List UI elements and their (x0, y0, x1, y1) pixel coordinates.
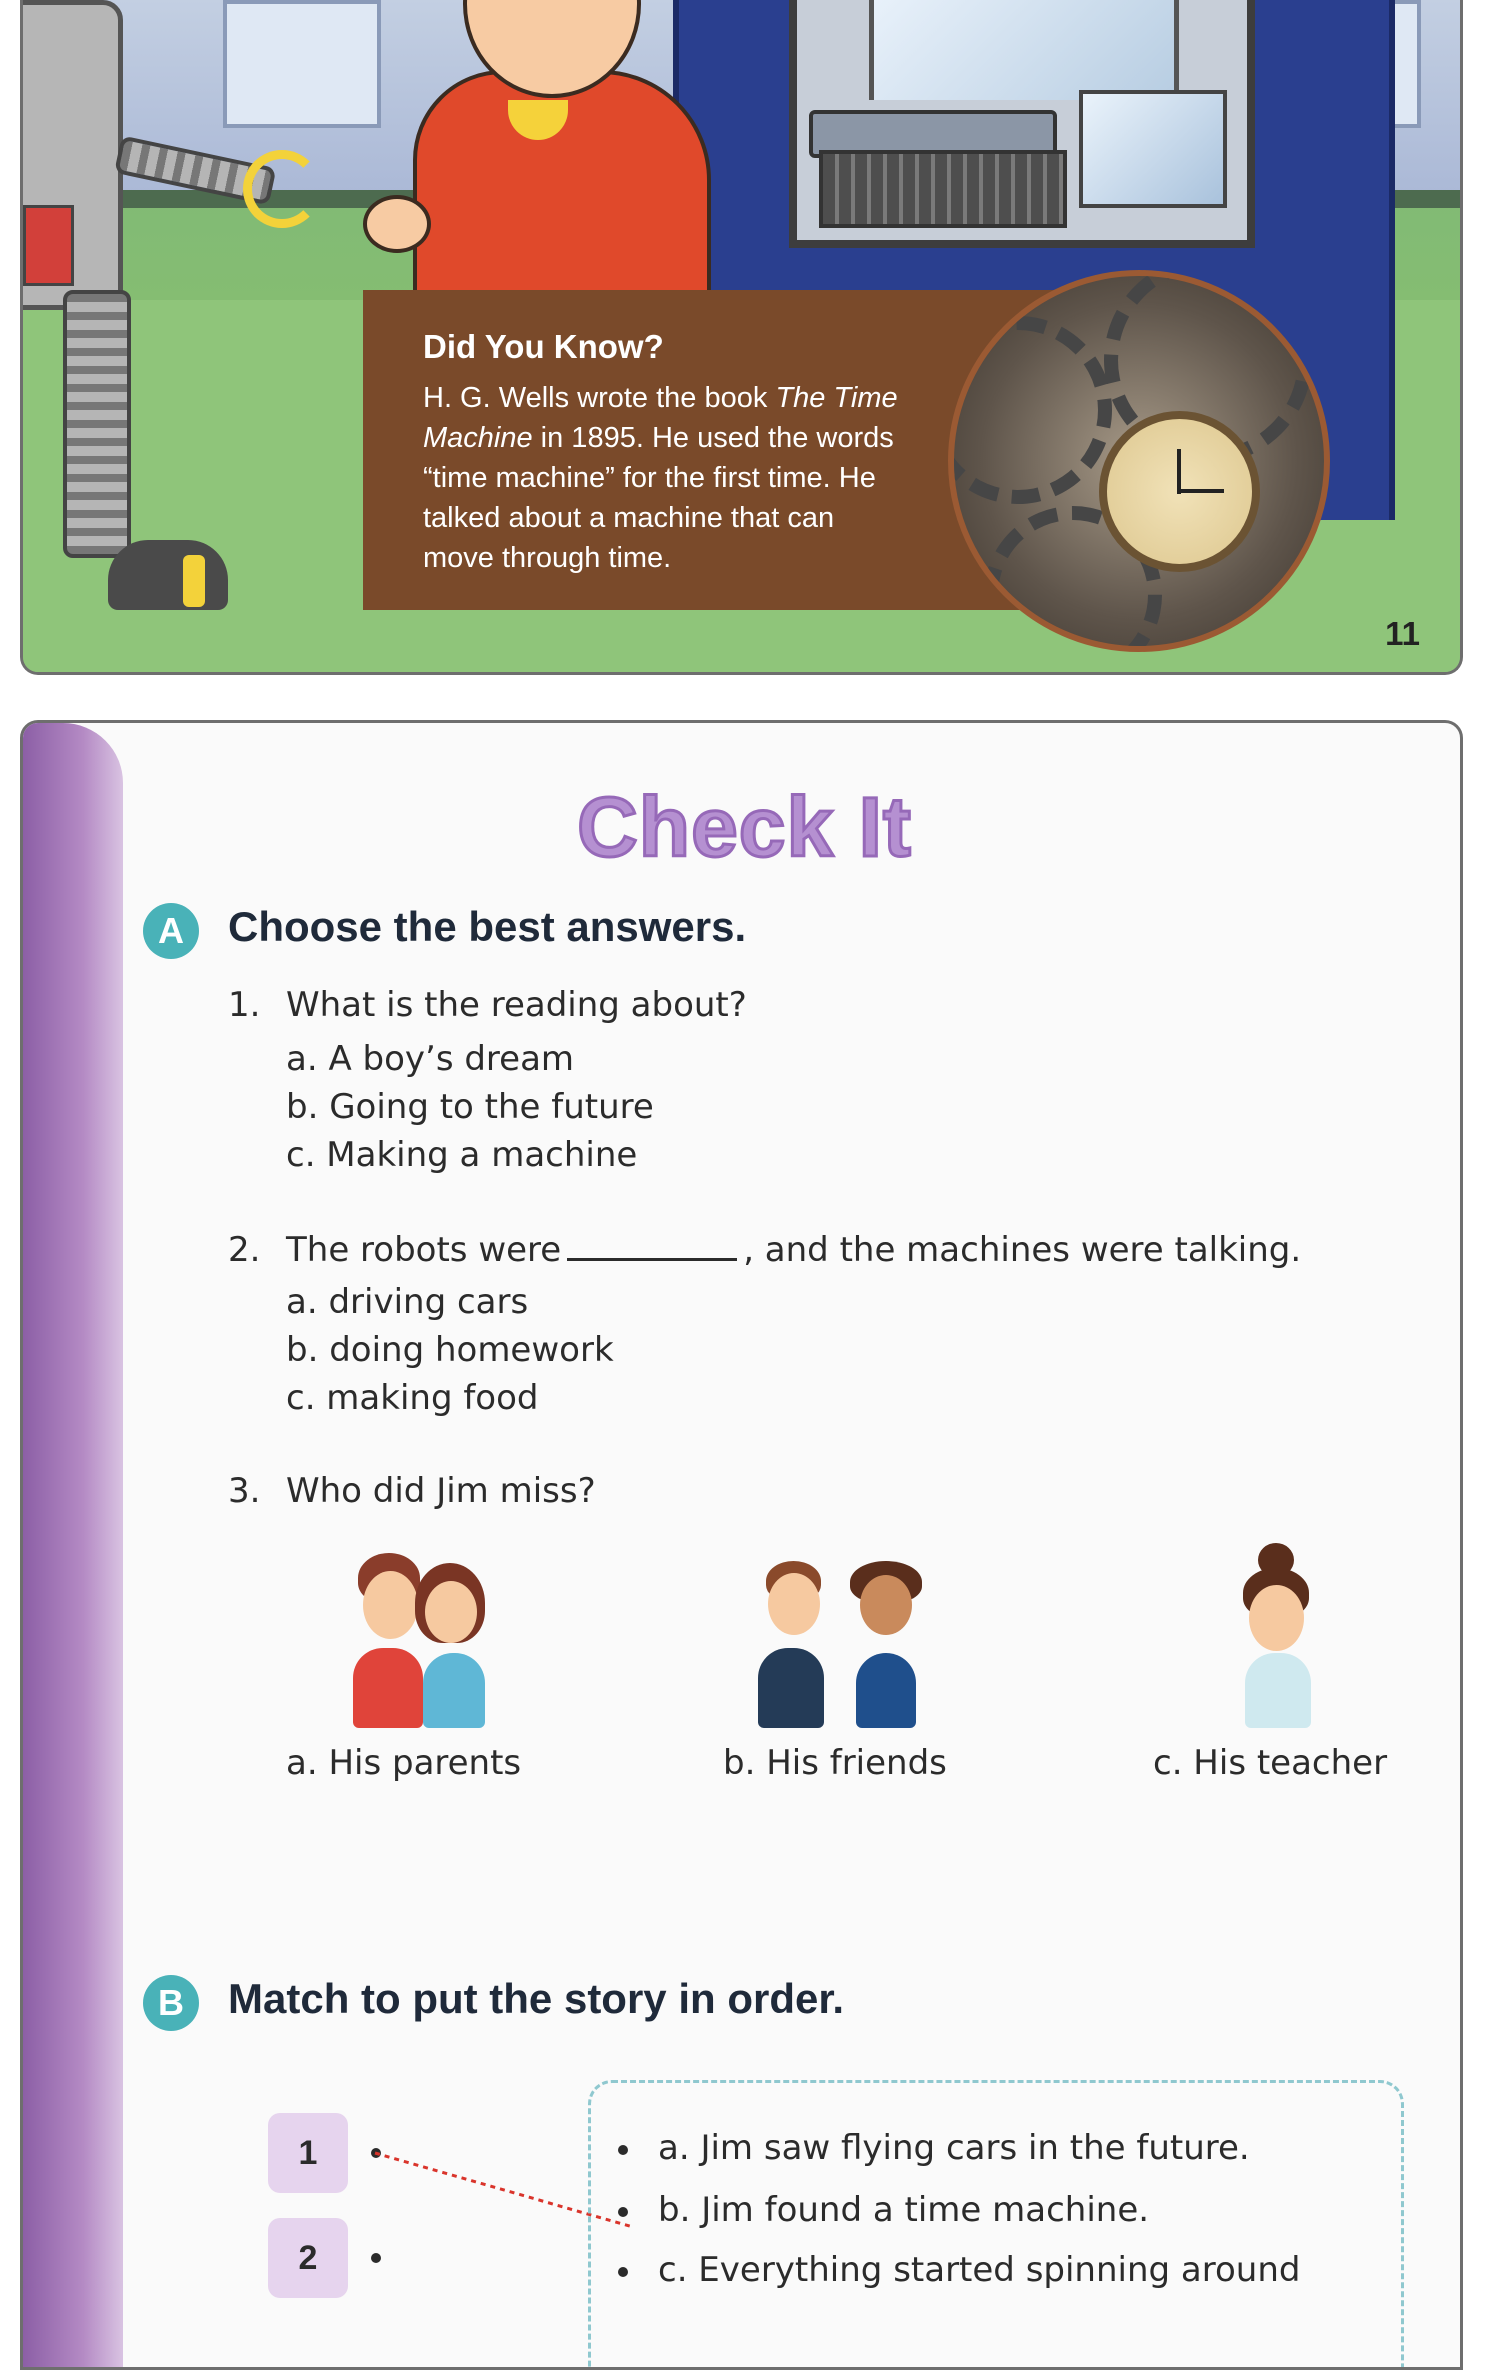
picture-option-label[interactable]: b. His friends (723, 1743, 947, 1783)
did-you-know-title: Did You Know? (423, 328, 664, 365)
face-shape (363, 1571, 418, 1639)
robot-leg (63, 290, 131, 558)
page-number: 11 (1385, 615, 1420, 652)
shirt-shape (1245, 1653, 1311, 1728)
parents-picture[interactable] (323, 1553, 523, 1733)
page-side-strip (23, 723, 123, 2367)
match-item-text: a. Jim saw flying cars in the future. (658, 2128, 1250, 2168)
section-b-title: Match to put the story in order. (228, 1975, 845, 2022)
boy-hand (363, 195, 431, 253)
face-shape (1249, 1585, 1304, 1651)
face-shape (425, 1581, 477, 1643)
dyk-line: H. G. Wells wrote the book The Time (423, 382, 898, 414)
section-b-badge: B (143, 1975, 199, 2031)
question-text: , and the machines were talking. (743, 1230, 1302, 1270)
question-text: The robots were (286, 1230, 562, 1270)
face-shape (860, 1575, 912, 1635)
friends-picture[interactable] (738, 1553, 938, 1733)
answer-option[interactable]: a. A boy’s dream (286, 1039, 575, 1079)
gears-clock-photo (948, 270, 1330, 652)
match-item[interactable] (618, 2250, 1300, 2290)
robot-claw (243, 150, 321, 228)
answer-option[interactable]: b. Going to the future (286, 1087, 654, 1127)
page-title: Check It (577, 780, 912, 874)
shirt-shape (758, 1648, 824, 1728)
machine-keyboard (819, 150, 1067, 228)
answer-option[interactable]: b. doing homework (286, 1330, 614, 1370)
picture-option-label[interactable]: a. His parents (286, 1743, 522, 1783)
question-number: 3. (228, 1471, 261, 1511)
dyk-line: talked about a machine that can (423, 502, 835, 534)
question-number: 2. (228, 1230, 261, 1270)
dyk-line: “time machine” for the first time. He (423, 462, 876, 494)
teacher-picture[interactable] (1203, 1543, 1403, 1723)
question-text: What is the reading about? (286, 985, 747, 1025)
picture-option-label[interactable]: c. His teacher (1153, 1743, 1388, 1783)
machine-glass (869, 0, 1179, 100)
shirt-shape (856, 1653, 916, 1728)
machine-window (1079, 90, 1227, 208)
match-item-text: c. Everything started spinning around (658, 2250, 1301, 2290)
section-a-title: Choose the best answers. (228, 903, 747, 950)
robot-foot-light (183, 555, 205, 607)
did-you-know-text (423, 378, 943, 578)
section-a-badge: A (143, 903, 199, 959)
match-dot[interactable] (618, 2267, 628, 2277)
match-item-text: b. Jim found a time machine. (658, 2190, 1150, 2230)
question-text: Who did Jim miss? (286, 1471, 596, 1511)
question-2-options (286, 1278, 614, 1422)
question-number: 1. (228, 985, 261, 1025)
clock-hand (1179, 489, 1224, 493)
answer-blank[interactable] (567, 1228, 737, 1261)
match-item[interactable] (618, 2128, 1250, 2168)
answer-option[interactable]: a. driving cars (286, 1282, 529, 1322)
shirt-shape (353, 1648, 423, 1728)
gear-icon (948, 316, 1112, 504)
clock-hand (1177, 449, 1181, 494)
answer-option[interactable]: c. making food (286, 1378, 539, 1418)
story-page-illustration (20, 0, 1463, 675)
match-dot[interactable] (618, 2145, 628, 2155)
question-3 (228, 1471, 596, 1511)
match-dot[interactable] (618, 2207, 628, 2217)
shirt-shape (423, 1653, 485, 1728)
question-1-options (286, 1035, 654, 1179)
dyk-line: Machine in 1895. He used the words (423, 422, 894, 454)
robot-panel (23, 205, 74, 286)
clock-icon (1099, 411, 1260, 572)
dyk-line: move through time. (423, 542, 672, 574)
answer-option[interactable]: c. Making a machine (286, 1135, 638, 1175)
face-shape (768, 1573, 820, 1635)
order-number-box: 2 (268, 2218, 348, 2298)
match-dot[interactable] (371, 2253, 381, 2263)
check-it-page (20, 720, 1463, 2370)
robot-foot (108, 540, 228, 610)
boy-illustration (353, 0, 753, 300)
question-2 (228, 1228, 1301, 1270)
robot-illustration (23, 0, 233, 620)
match-item[interactable] (618, 2190, 1149, 2230)
question-1 (228, 985, 747, 1025)
order-number-box: 1 (268, 2113, 348, 2193)
